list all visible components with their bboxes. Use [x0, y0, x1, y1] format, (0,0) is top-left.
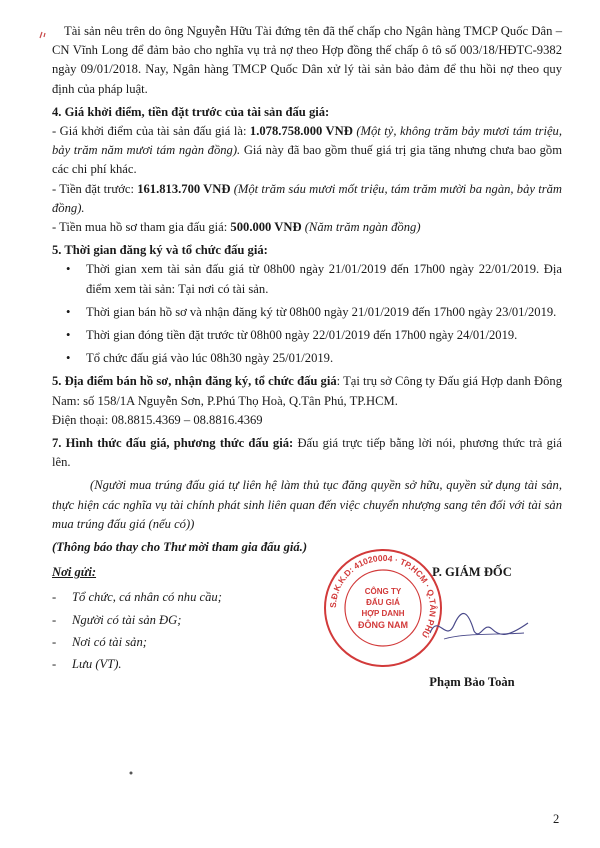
svg-text:CÔNG TY: CÔNG TY: [364, 587, 402, 597]
svg-text:ĐÔNG NAM: ĐÔNG NAM: [358, 620, 408, 631]
dossier-value: 500.000 VNĐ: [230, 220, 302, 235]
recipient-item: - Người có tài sản ĐG;: [52, 611, 312, 630]
section-5-heading: 5. Thời gian đăng ký và tổ chức đấu giá:: [52, 243, 268, 258]
notice-line: (Thông báo thay cho Thư mời tham gia đấu giá.): [52, 540, 308, 555]
schedule-list: [52, 260, 562, 368]
start-price-value: 1.078.758.000 VNĐ: [249, 124, 353, 139]
section-4-heading: 4. Giá khởi điểm, tiền đặt trước của tài sản đấu giá:: [52, 104, 330, 119]
recipients-list: [52, 588, 312, 674]
recipient-item: - Tổ chức, cá nhân có nhu cầu;: [52, 588, 312, 607]
ink-mark: [38, 30, 48, 40]
start-price-words: (Một tỷ, không trăm bảy mươi tám triệu, bảy trăm năm mươi tám ngàn đồng).: [52, 124, 562, 158]
dossier-label: - Tiền mua hồ sơ tham gia đấu giá:: [52, 220, 231, 235]
document-body: [52, 22, 562, 713]
location-paragraph: [52, 372, 562, 410]
schedule-item: • Thời gian xem tài sản đấu giá từ 08h00 ngày 21/01/2019 đến 17h00 ngày 22/01/2019. Địa điểm xem tài sản: Tại nơi có tài sản.: [52, 260, 562, 298]
start-price-note: Giá này đã bao gồm thuế giá trị gia tăng nhưng chưa bao gồm các chi phí khác.: [52, 143, 562, 177]
section-7-heading: 7. Hình thức đấu giá, phương thức đấu giá:: [52, 436, 294, 451]
recipients: [52, 563, 312, 677]
deposit-words: (Một trăm sáu mươi mốt triệu, tám trăm mười ba ngàn, bảy trăm đồng).: [52, 181, 562, 215]
handwritten-signature: [424, 603, 534, 649]
page-number: 2: [553, 812, 560, 826]
deposit-line: [52, 180, 562, 218]
deposit-label: - Tiền đặt trước:: [52, 181, 138, 196]
start-price-line: [52, 122, 562, 180]
method-paragraph: [52, 434, 562, 472]
ink-dot: [128, 770, 134, 776]
signature-block: [52, 553, 562, 713]
dossier-words: (Năm trăm ngàn đồng): [304, 220, 421, 235]
dossier-line: [52, 218, 562, 237]
signer-name: Phạm Bảo Toàn: [429, 675, 515, 690]
buyer-note: (Người mua trúng đấu giá tự liên hệ làm thủ tục đăng quyền sở hữu, quyền sử dụng tài sản, thực hiện các nghĩa vụ tài chính phát sinh liên quan đến việc chuyển nhượng sang tên đối với tài sản mua trúng đấu giá (nếu có)): [52, 478, 562, 531]
svg-text:HỢP DANH: HỢP DANH: [361, 609, 405, 619]
method-text: Đấu giá trực tiếp bằng lời nói, phương thức trả giá lên.: [52, 436, 562, 470]
recipient-item: - Lưu (VT).: [52, 655, 312, 674]
recipients-title: Nơi gửi:: [52, 565, 97, 580]
seal-ring-text: S.Đ.K.K.D: 41020004 · TP.HCM · Q.TÂN PHÚ: [327, 553, 439, 640]
schedule-item: • Thời gian đóng tiền đặt trước từ 08h00 ngày 22/01/2019 đến 17h00 ngày 24/01/2019.: [52, 326, 562, 345]
deposit-value: 161.813.700 VNĐ: [137, 181, 231, 196]
location-text: : Tại trụ sở Công ty Đấu giá Hợp danh Đông Nam: số 158/1A Nguyễn Sơn, P.Phú Thọ Hoà, Q.Tân Phú, TP.HCM.: [52, 374, 562, 408]
svg-text:ĐẤU GIÁ: ĐẤU GIÁ: [366, 598, 400, 608]
schedule-item: • Thời gian bán hồ sơ và nhận đăng ký từ 08h00 ngày 21/01/2019 đến 17h00 ngày 23/01/2019.: [52, 303, 562, 322]
schedule-item: • Tổ chức đấu giá vào lúc 08h30 ngày 25/01/2019.: [52, 349, 562, 368]
phone-line: Điện thoại: 08.8815.4369 – 08.8816.4369: [52, 412, 263, 427]
start-price-label: - Giá khởi điểm của tài sản đấu giá là:: [52, 124, 250, 139]
intro-paragraph: Tài sản nêu trên do ông Nguyễn Hữu Tài đứng tên đã thế chấp cho Ngân hàng TMCP Quốc Dân – CN Vĩnh Long để đảm bảo cho nghĩa vụ trả nợ theo Hợp đồng thế chấp ô tô số 003/18/HĐTC-9382 ngày 09/01/2018. Nay, Ngân hàng TMCP Quốc Dân xử lý tài sản bảo đảm để thu hồi nợ theo quy định của pháp luật.: [52, 24, 562, 96]
signer-title: P. GIÁM ĐỐC: [432, 565, 512, 580]
recipient-item: - Nơi có tài sản;: [52, 633, 312, 652]
section-location-heading: 5. Địa điểm bán hồ sơ, nhận đăng ký, tổ chức đấu giá: [52, 374, 337, 389]
